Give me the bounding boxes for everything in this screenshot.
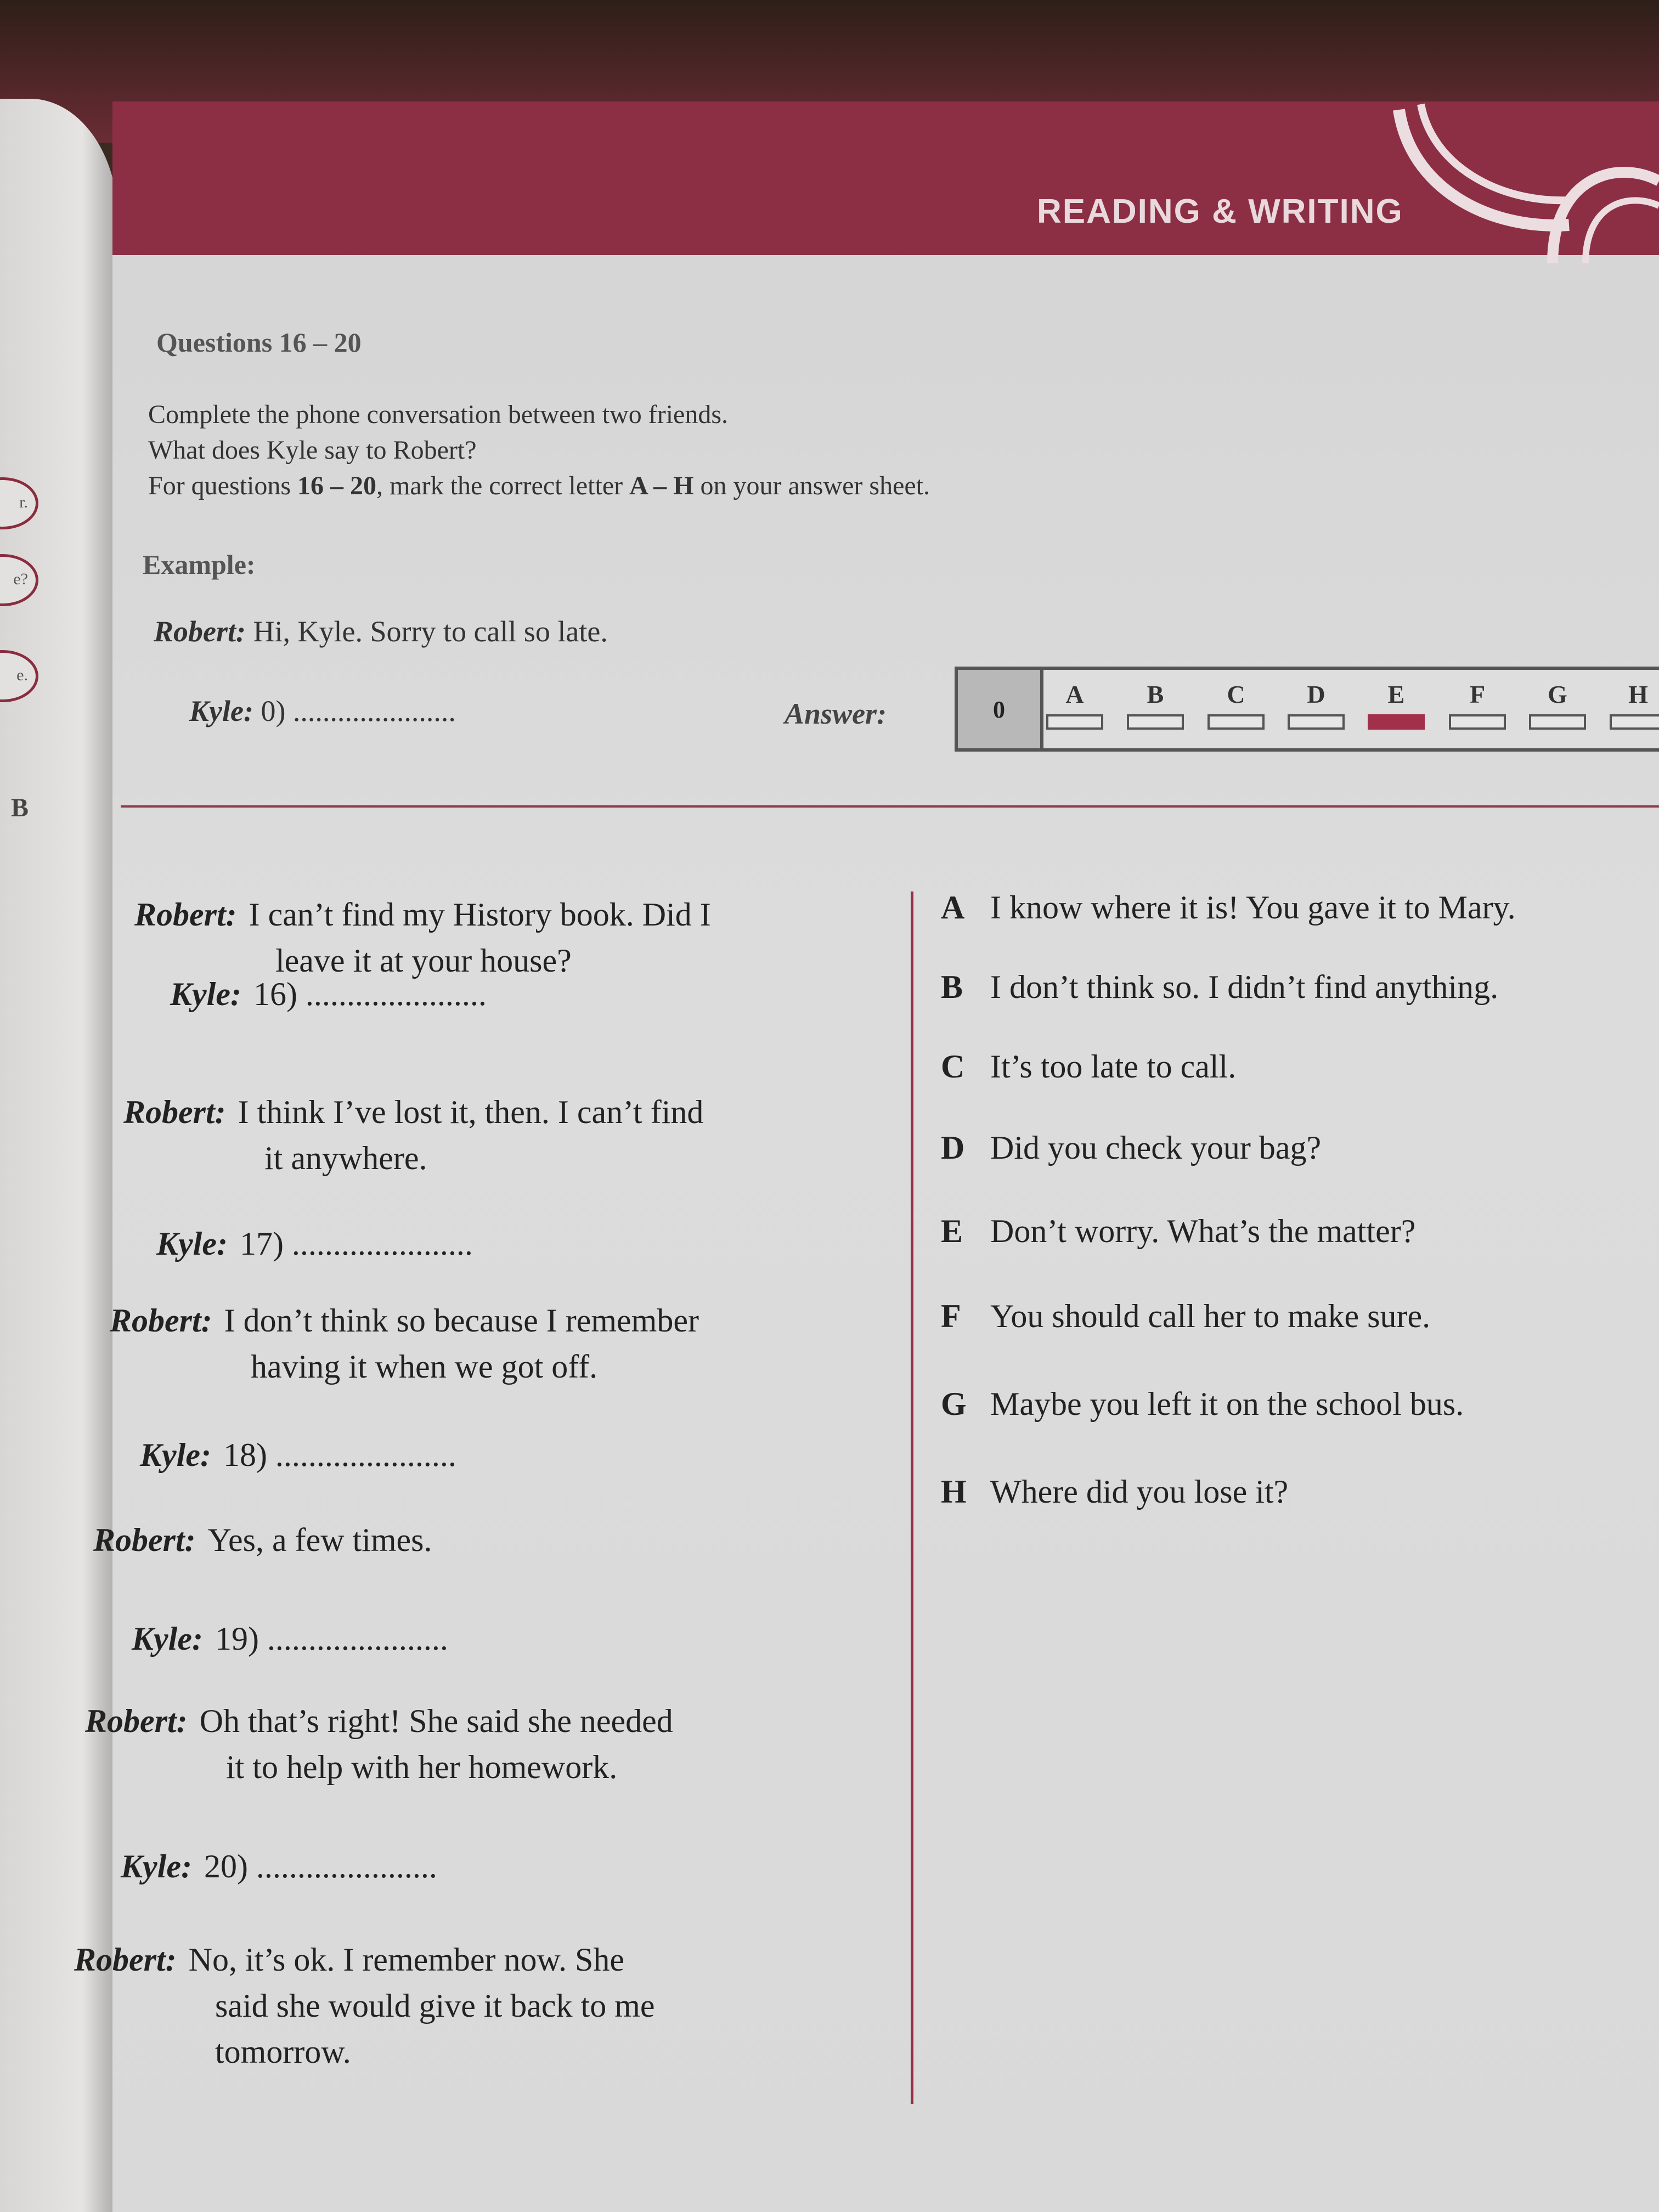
answer-bubble	[1046, 714, 1103, 730]
answer-letter: H	[1628, 680, 1648, 708]
instruction-text: For questions	[148, 471, 298, 500]
answer-letter: A	[1065, 680, 1084, 708]
questions-heading: Questions 16 – 20	[156, 327, 362, 358]
dialogue-text: Hi, Kyle. Sorry to call so late.	[253, 615, 608, 648]
answer-blank: 18) ......................	[223, 1437, 456, 1473]
option-text: I don’t think so. I didn’t find anything.	[990, 969, 1499, 1005]
answer-sheet-example	[955, 667, 1659, 752]
answer-bubble	[1207, 714, 1265, 730]
answer-blank: 16) ......................	[253, 976, 487, 1012]
left-page-edge	[0, 99, 118, 2212]
instruction-bold: A – H	[629, 471, 694, 500]
example-robert-line	[154, 614, 608, 648]
speaker-name: Robert:	[123, 1094, 226, 1130]
option-text: Did you check your bag?	[990, 1130, 1322, 1166]
answer-bubble	[1529, 714, 1586, 730]
dialogue-text: it anywhere.	[264, 1140, 427, 1176]
option-letter: A	[941, 889, 965, 926]
answer-option-h	[1608, 680, 1659, 730]
dialogue-text: leave it at your house?	[275, 943, 572, 979]
option-letter: F	[941, 1298, 961, 1334]
kyle-turn	[156, 1221, 473, 1267]
robert-turn	[93, 1517, 432, 1563]
dialogue-text: Oh that’s right! She said she needed	[199, 1703, 673, 1739]
margin-letter: B	[11, 793, 29, 822]
robert-turn	[74, 1937, 655, 2075]
option-letter: H	[941, 1474, 967, 1510]
speaker-name: Robert:	[74, 1942, 177, 1978]
instruction-line: What does Kyle say to Robert?	[148, 436, 477, 465]
option-letter: C	[941, 1048, 965, 1085]
option-letter: G	[941, 1386, 967, 1422]
kyle-turn	[121, 1843, 437, 1889]
answer-letter: F	[1469, 680, 1486, 708]
answer-blank: 19) ......................	[215, 1621, 448, 1657]
option-text: It’s too late to call.	[990, 1048, 1237, 1085]
option-text: Don’t worry. What’s the matter?	[990, 1213, 1416, 1249]
instruction-text: , mark the correct letter	[376, 471, 630, 500]
option-c	[941, 1048, 1236, 1086]
dialogue-text: I don’t think so because I remember	[224, 1302, 699, 1339]
instruction-line	[148, 471, 930, 501]
option-e	[941, 1212, 1415, 1250]
answer-bubble	[1449, 714, 1506, 730]
instruction-bold: 16 – 20	[297, 471, 377, 500]
option-letter: E	[941, 1213, 963, 1249]
answer-letter: E	[1387, 680, 1405, 708]
answer-bubble	[1610, 714, 1659, 730]
speaker-name: Kyle:	[189, 695, 253, 727]
speaker-name: Kyle:	[170, 976, 241, 1012]
answer-question-number: 0	[958, 670, 1043, 748]
answer-option-e	[1366, 680, 1426, 730]
answer-blank: 20) ......................	[204, 1848, 437, 1884]
answer-option-g	[1527, 680, 1588, 730]
answer-blank: 0) ......................	[261, 695, 456, 727]
answer-option-f	[1447, 680, 1508, 730]
instruction-line: Complete the phone conversation between two friends.	[148, 400, 729, 429]
answer-letter: G	[1548, 680, 1567, 708]
dialogue-text: said she would give it back to me	[215, 1988, 655, 2024]
option-b	[941, 968, 1498, 1006]
kyle-turn	[170, 971, 487, 1017]
dialogue-text: tomorrow.	[215, 2034, 351, 2070]
kyle-turn	[132, 1616, 448, 1662]
column-divider	[911, 891, 913, 2104]
answer-bubble	[1368, 714, 1425, 730]
speaker-name: Kyle:	[140, 1437, 211, 1473]
option-text: Maybe you left it on the school bus.	[990, 1386, 1464, 1422]
answer-label: Answer:	[785, 697, 887, 730]
speaker-name: Robert:	[134, 896, 237, 933]
answer-blank: 17) ......................	[239, 1226, 473, 1262]
option-d	[941, 1129, 1321, 1167]
option-text: Where did you lose it?	[990, 1474, 1289, 1510]
decorative-swirl-icon	[1388, 99, 1659, 263]
option-letter: B	[941, 969, 963, 1005]
answer-bubble	[1288, 714, 1345, 730]
option-text: I know where it is! You gave it to Mary.	[990, 889, 1516, 926]
speaker-name: Robert:	[110, 1302, 212, 1339]
margin-tab: e?	[0, 554, 38, 606]
answer-letter: B	[1147, 680, 1164, 708]
answer-letter: D	[1307, 680, 1325, 708]
robert-turn	[110, 1297, 699, 1390]
option-a	[941, 889, 1516, 927]
section-divider	[121, 805, 1659, 808]
kyle-turn	[140, 1432, 456, 1478]
robert-turn	[85, 1698, 673, 1790]
robert-turn	[134, 891, 711, 984]
answer-option-d	[1286, 680, 1346, 730]
answer-letter: C	[1227, 680, 1245, 708]
dialogue-text: it to help with her homework.	[226, 1749, 618, 1785]
speaker-name: Robert:	[85, 1703, 188, 1739]
dialogue-text: I can’t find my History book. Did I	[249, 896, 711, 933]
speaker-name: Robert:	[93, 1522, 196, 1558]
instruction-text: on your answer sheet.	[693, 471, 930, 500]
example-kyle-line	[189, 694, 456, 728]
option-h	[941, 1473, 1288, 1511]
margin-tab: r.	[0, 477, 38, 529]
dialogue-text: I think I’ve lost it, then. I can’t find	[238, 1094, 704, 1130]
speaker-name: Kyle:	[121, 1848, 192, 1884]
margin-tab: e.	[0, 650, 38, 702]
answer-bubble	[1127, 714, 1184, 730]
answer-option-a	[1045, 680, 1105, 730]
speaker-name: Kyle:	[132, 1621, 203, 1657]
robert-turn	[123, 1089, 703, 1181]
option-f	[941, 1297, 1430, 1335]
answer-option-c	[1206, 680, 1266, 730]
dialogue-text: having it when we got off.	[251, 1348, 598, 1385]
answer-option-b	[1125, 680, 1186, 730]
speaker-name: Kyle:	[156, 1226, 228, 1262]
example-label: Example:	[143, 549, 256, 580]
option-text: You should call her to make sure.	[990, 1298, 1431, 1334]
section-title: READING & WRITING	[1037, 193, 1403, 230]
dialogue-text: No, it’s ok. I remember now. She	[188, 1942, 624, 1978]
speaker-name: Robert:	[154, 615, 246, 648]
option-letter: D	[941, 1130, 965, 1166]
dialogue-text: Yes, a few times.	[207, 1522, 432, 1558]
option-g	[941, 1385, 1464, 1423]
